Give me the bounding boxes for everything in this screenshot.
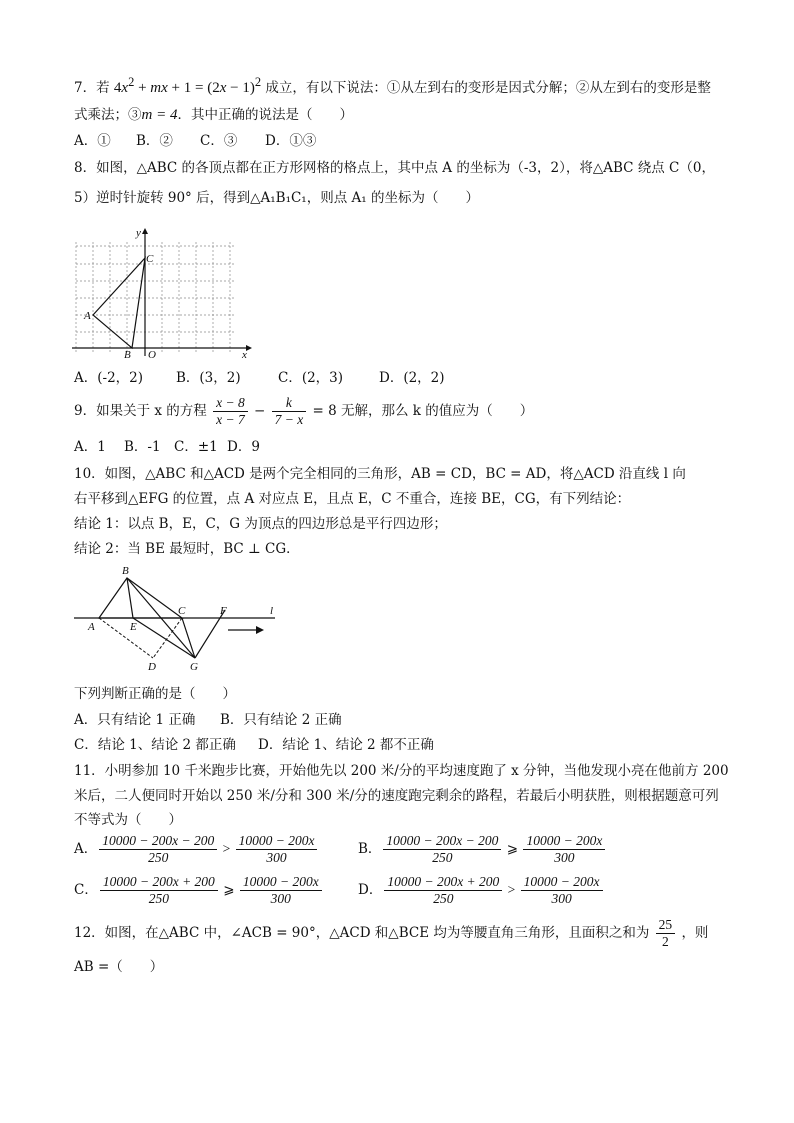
q9-option-a: A．1 bbox=[74, 439, 106, 455]
q10-question: 下列判断正确的是（ ） bbox=[74, 686, 236, 702]
q11-right-fraction: $\frac{10000 - 200x}{300}$ bbox=[236, 833, 318, 866]
q7-option-c: C．③ bbox=[200, 133, 238, 149]
q11-left-fraction: $\frac{10000 - 200x + 200}{250}$ bbox=[100, 874, 218, 907]
q11-option-a bbox=[74, 832, 319, 866]
q7-m-value: m = 4 bbox=[141, 107, 178, 123]
q7-pre: 若 bbox=[96, 80, 110, 96]
y-axis-arrow bbox=[142, 228, 148, 234]
label-c: C bbox=[146, 253, 154, 265]
q11-line1: 11．小明参加 10 千米跑步比赛，开始他先以 200 米/分的平均速度跑了 x 分钟，当他发现小亮在他前方 200 bbox=[74, 763, 729, 779]
x-axis-arrow bbox=[246, 345, 252, 351]
q7-line2 bbox=[74, 105, 353, 125]
segment-eg bbox=[133, 618, 195, 658]
q7-option-b: B．② bbox=[136, 133, 173, 149]
q11-right-fraction: $\frac{10000 - 200x}{300}$ bbox=[521, 874, 603, 907]
q7-option-a: A．① bbox=[74, 133, 111, 149]
q11-right-fraction: $\frac{10000 - 200x}{300}$ bbox=[240, 874, 322, 907]
q9-minus: − bbox=[254, 403, 266, 419]
q12-line1 bbox=[74, 916, 708, 950]
q10-option-c: C．结论 1、结论 2 都正确 bbox=[74, 737, 236, 753]
q9-line bbox=[74, 394, 533, 428]
label-c: C bbox=[178, 605, 186, 617]
q12-post: ，则 bbox=[681, 925, 709, 941]
q7-option-d: D．①③ bbox=[265, 133, 317, 149]
label-x: x bbox=[242, 349, 247, 361]
label-o: O bbox=[148, 349, 156, 361]
q10-option-a: A．只有结论 1 正确 bbox=[74, 712, 196, 728]
q8-line2: 5）逆时针旋转 90° 后，得到△A₁B₁C₁，则点 A₁ 的坐标为（ ） bbox=[74, 190, 479, 206]
q8-option-b: B．(3，2) bbox=[176, 370, 241, 386]
q7-line2-a: 式乘法；③ bbox=[74, 107, 142, 123]
segment-ad bbox=[99, 618, 153, 658]
q8-option-d: D．(2，2) bbox=[379, 370, 445, 386]
q7-number: 7． bbox=[74, 80, 97, 96]
label-y: y bbox=[136, 227, 141, 239]
q11-option-c bbox=[74, 873, 324, 907]
q9-pre: 9．如果关于 x 的方程 bbox=[74, 403, 207, 419]
q9-option-c: C．±1 bbox=[174, 439, 218, 455]
label-e: E bbox=[130, 621, 137, 633]
triangle-abc bbox=[99, 578, 182, 618]
triangle-abc bbox=[93, 258, 145, 348]
q9-fraction-2: $\frac{k}{7 - x}$ bbox=[272, 395, 307, 428]
q7-line2-b: ．其中正确的说法是（ ） bbox=[177, 107, 353, 123]
label-d: D bbox=[148, 661, 156, 673]
segment-cg bbox=[182, 618, 195, 658]
label-a: A bbox=[88, 621, 95, 633]
q11-line2: 米后，二人便同时开始以 250 米/分和 300 米/分的速度跑完剩余的路程，若最后小明获胜，则根据题意可列 bbox=[74, 788, 719, 804]
q11-right-fraction: $\frac{10000 - 200x}{300}$ bbox=[523, 833, 605, 866]
grid-lines bbox=[76, 242, 234, 352]
q11-comparison-sign: ⩾ bbox=[219, 882, 238, 897]
q11-option-label: D． bbox=[358, 882, 383, 898]
q11-line3: 不等式为（ ） bbox=[74, 812, 182, 828]
label-l: l bbox=[270, 605, 274, 617]
q11-left-fraction: $\frac{10000 - 200x - 200}{250}$ bbox=[99, 833, 217, 866]
q8-option-a: A．(-2，2) bbox=[74, 370, 144, 386]
q10-translation-figure bbox=[70, 564, 290, 674]
label-f: F bbox=[220, 605, 227, 617]
segment-fg bbox=[195, 610, 225, 658]
q7-text: 成立，有以下说法：①从左到右的变形是因式分解；②从左到右的变形是整 bbox=[265, 80, 711, 96]
q11-left-fraction: $\frac{10000 - 200x - 200}{250}$ bbox=[383, 833, 501, 866]
q12-line2: AB =（ ） bbox=[74, 959, 164, 975]
q11-comparison-sign: > bbox=[219, 841, 234, 856]
q8-option-c: C．(2，3) bbox=[278, 370, 344, 386]
q12-pre: 12．如图，在△ABC 中，∠ACB = 90°，△ACD 和△BCE 均为等腰直角三角形，且面积之和为 bbox=[74, 925, 650, 941]
label-g: G bbox=[190, 661, 198, 673]
q11-option-d bbox=[358, 873, 605, 907]
q10-option-b: B．只有结论 2 正确 bbox=[220, 712, 342, 728]
q10-line3: 结论 1：以点 B，E，C，G 为顶点的四边形总是平行四边形； bbox=[74, 516, 447, 532]
q7-equation: $4x^2$ + mx + $1 = (2x - 1)^2$ bbox=[113, 75, 262, 96]
q9-option-b: B．-1 bbox=[124, 439, 161, 455]
q11-comparison-sign: ⩾ bbox=[503, 841, 522, 856]
q11-option-label: A． bbox=[74, 841, 98, 857]
q11-comparison-sign: > bbox=[504, 882, 519, 897]
q10-line2: 右平移到△EFG 的位置，点 A 对应点 E，且点 E，C 不重合，连接 BE，CG，有下列结论： bbox=[74, 491, 631, 507]
q11-option-label: C． bbox=[74, 882, 98, 898]
q8-coordinate-figure bbox=[70, 222, 256, 362]
q7-line1 bbox=[74, 72, 711, 98]
q12-fraction: $\frac{25}{2}$ bbox=[656, 917, 676, 950]
q9-fraction-1: $\frac{x - 8}{x - 7}$ bbox=[213, 395, 248, 428]
q11-left-fraction: $\frac{10000 - 200x + 200}{250}$ bbox=[384, 874, 502, 907]
q8-line1: 8．如图，△ABC 的各顶点都在正方形网格的格点上，其中点 A 的坐标为（-3，2），将△ABC 绕点 C（0， bbox=[74, 160, 715, 176]
q11-option-label: B． bbox=[358, 841, 382, 857]
q11-option-b bbox=[358, 832, 607, 866]
q10-line4: 结论 2：当 BE 最短时，BC ⊥ CG． bbox=[74, 541, 300, 557]
q9-post: = 8 无解，那么 k 的值应为（ ） bbox=[312, 403, 534, 419]
label-a: A bbox=[84, 310, 91, 322]
move-arrow-head bbox=[256, 626, 264, 634]
q10-line1: 10．如图，△ABC 和△ACD 是两个完全相同的三角形，AB = CD，BC = AD，将△ACD 沿直线 l 向 bbox=[74, 466, 686, 482]
label-b: B bbox=[122, 565, 129, 577]
q9-option-d: D．9 bbox=[227, 439, 260, 455]
label-b: B bbox=[124, 349, 131, 361]
q10-option-d: D．结论 1、结论 2 都不正确 bbox=[258, 737, 434, 753]
